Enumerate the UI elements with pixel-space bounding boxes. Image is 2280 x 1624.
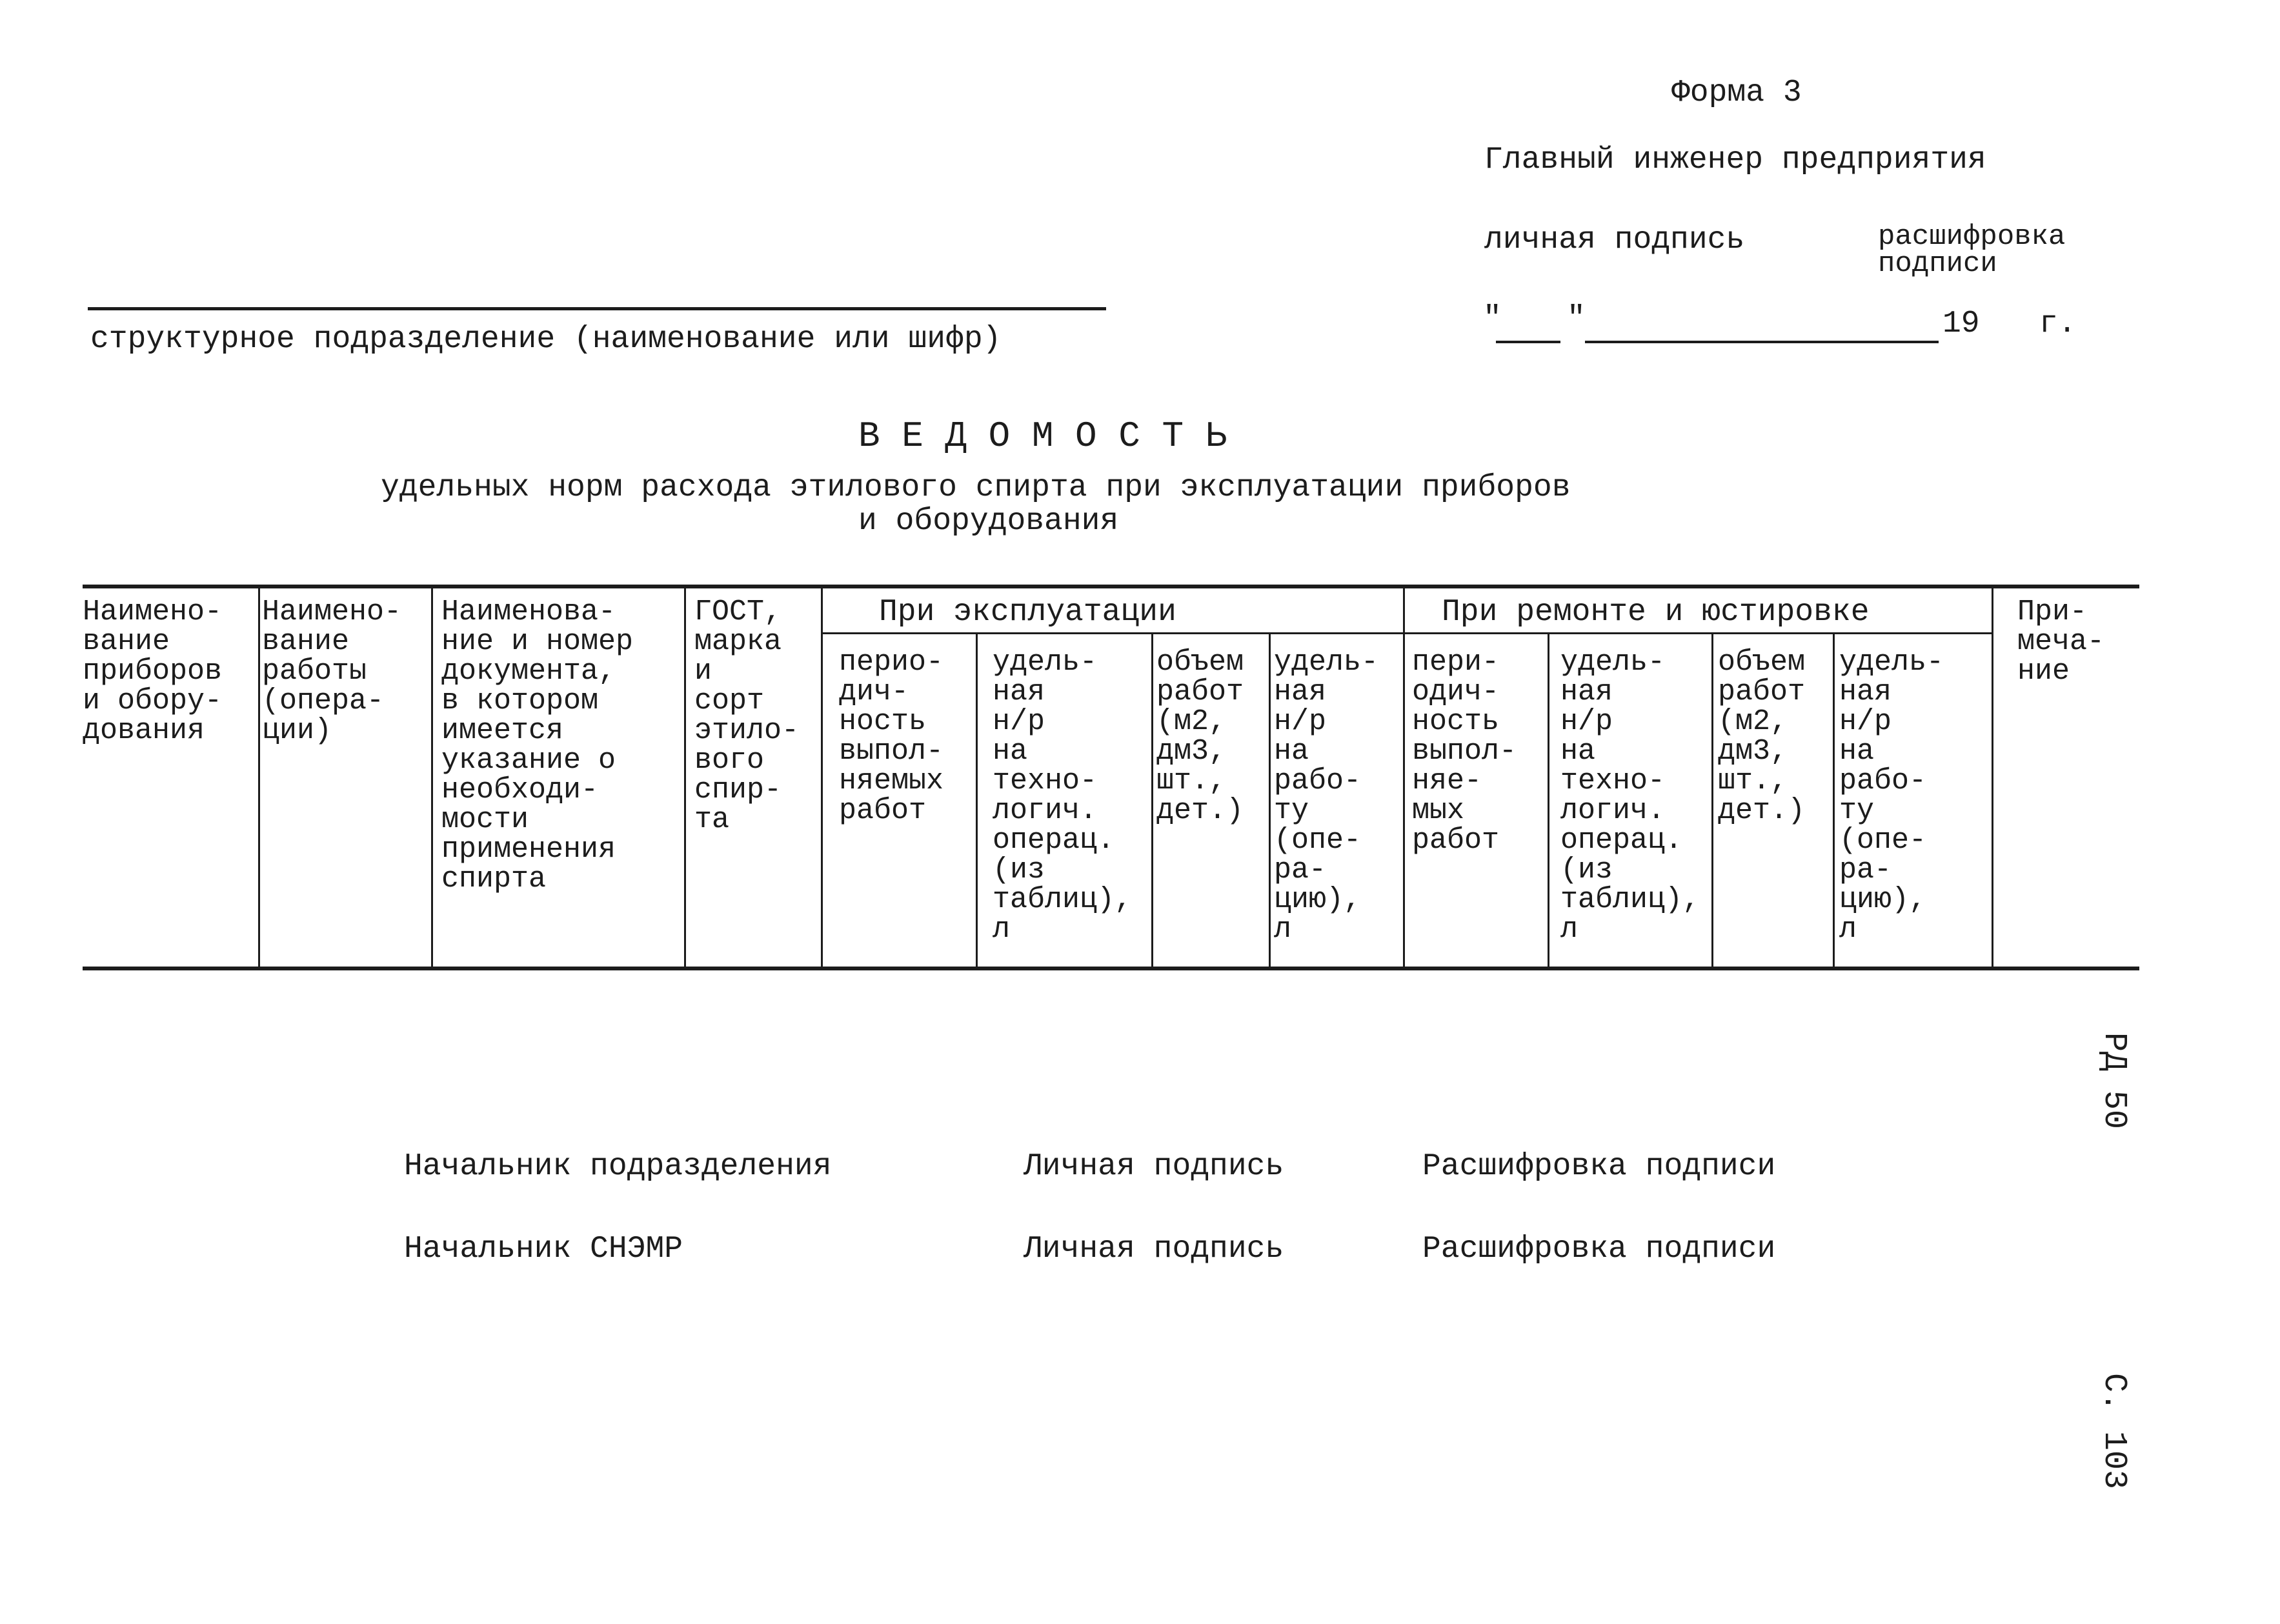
- document-subtitle-line1: удельных норм расхода этилового спирта при эксплуатации приборов: [381, 470, 1571, 505]
- signature-role-2: Начальник СНЭМР: [404, 1232, 683, 1267]
- date-day-blank: [1496, 341, 1560, 343]
- signature-decoding-2: Расшифровка подписи: [1422, 1232, 1776, 1267]
- signature-sign-1: Личная подпись: [1024, 1149, 1284, 1184]
- signature-decoding-1: Расшифровка подписи: [1422, 1149, 1776, 1184]
- column-divider: [684, 588, 686, 967]
- col-header-rep-norm-work: удель- ная н/р на рабо- ту (опе- ра- цию), л: [1839, 646, 1944, 946]
- decoding-label: расшифровка подписи: [1878, 221, 2066, 280]
- date-close-quote: ": [1567, 301, 1586, 336]
- column-divider: [1992, 588, 1993, 967]
- year-prefix: 19: [1942, 306, 1980, 341]
- column-divider: [1833, 634, 1835, 967]
- col-header-rep-volume: объем работ (м2, дм3, шт., дет.): [1718, 646, 1806, 827]
- signature-role-1: Начальник подразделения: [404, 1149, 832, 1184]
- col-header-rep-periodicity: пери- одич- ность выпол- няе- мых работ: [1412, 646, 1517, 857]
- column-divider: [1403, 588, 1405, 967]
- column-divider: [1269, 634, 1271, 967]
- division-caption: структурное подразделение (наименование или шифр): [90, 322, 1002, 357]
- column-divider: [1548, 634, 1549, 967]
- signature-sign-2: Личная подпись: [1024, 1232, 1284, 1267]
- year-suffix: г.: [2039, 306, 2077, 341]
- col-header-op-volume: объем работ (м2, дм3, шт., дет.): [1156, 646, 1244, 827]
- col-header-op-norm-tech: удель- ная н/р на техно- логич. операц. (из таблиц), л: [993, 646, 1133, 946]
- col-header-op-norm-work: удель- ная н/р на рабо- ту (опе- ра- цию), л: [1274, 646, 1379, 946]
- col-header-rep-norm-tech: удель- ная н/р на техно- логич. операц. (из таблиц), л: [1560, 646, 1700, 946]
- col-header-device-name: Наимено- вание приборов и обору- дования: [83, 596, 223, 747]
- col-header-work-name: Наимено- вание работы (опера- ции): [262, 596, 402, 747]
- division-blank-line: [88, 307, 1106, 310]
- signature-label: личная подпись: [1484, 223, 1745, 257]
- column-divider: [821, 588, 823, 967]
- margin-doc-code: РД 50: [2095, 1032, 2132, 1130]
- approver-title: Главный инженер предприятия: [1484, 143, 1986, 177]
- norms-table: [83, 585, 2139, 970]
- column-divider: [1711, 634, 1713, 967]
- document-title: В Е Д О М О С Т Ь: [858, 416, 1227, 457]
- col-header-document: Наименова- ние и номер документа, в котором имеется указание о необходи- мости применения спирта: [441, 596, 634, 896]
- date-open-quote: ": [1483, 301, 1502, 336]
- col-header-op-periodicity: перио- дич- ность выпол- няемых работ: [839, 646, 944, 827]
- document-subtitle-line2: и оборудования: [858, 504, 1119, 539]
- form-label: Форма 3: [1671, 75, 1802, 110]
- column-divider: [258, 588, 260, 967]
- column-divider: [431, 588, 433, 967]
- col-header-gost: ГОСТ, марка и сорт этило- вого спир- та: [694, 596, 800, 836]
- date-month-blank: [1585, 341, 1939, 343]
- group-header-repair: При ремонте и юстировке: [1442, 595, 1870, 630]
- col-header-note: При- меча- ние: [2017, 596, 2105, 688]
- group-header-operation: При эксплуатации: [879, 595, 1176, 630]
- group-header-rule: [821, 632, 1993, 634]
- margin-page-number: С. 103: [2095, 1373, 2132, 1490]
- column-divider: [976, 634, 978, 967]
- column-divider: [1151, 634, 1153, 967]
